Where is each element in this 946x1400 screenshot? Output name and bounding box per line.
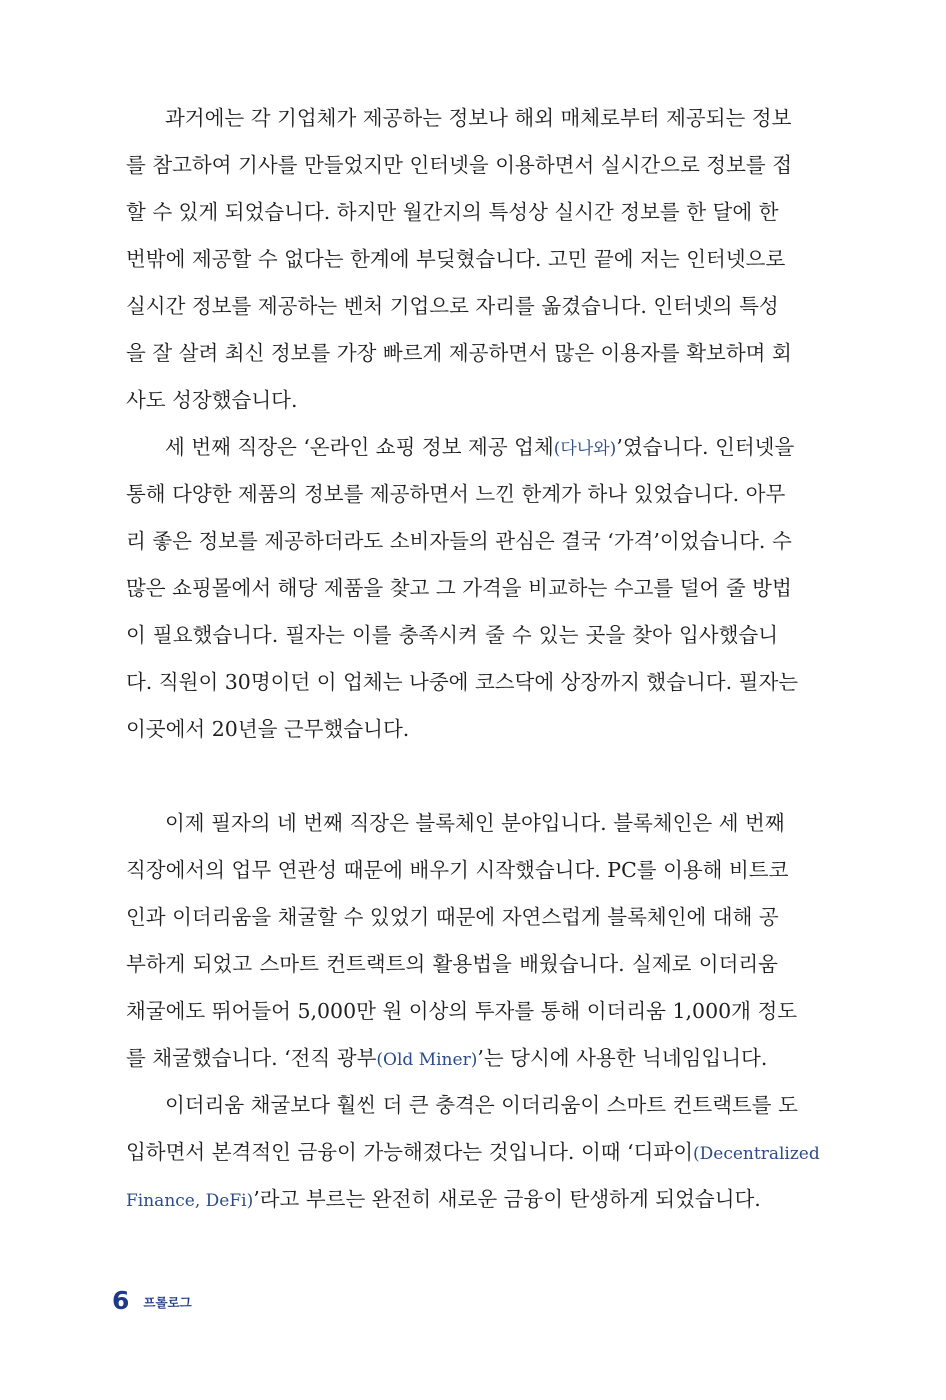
text-line: 을 잘 살려 최신 정보를 가장 빠르게 제공하면서 많은 이용자를 확보하며 회 xyxy=(126,341,792,365)
text-line: 실시간 정보를 제공하는 벤처 기업으로 자리를 옮겼습니다. 인터넷의 특성 xyxy=(126,294,779,318)
annotation: (Decentralized xyxy=(693,1144,820,1164)
annotation: (다나와) xyxy=(553,439,617,459)
text-line: 과거에는 각 기업체가 제공하는 정보나 해외 매체로부터 제공되는 정보 xyxy=(165,106,792,130)
text-line: 이제 필자의 네 번째 직장은 블록체인 분야입니다. 블록체인은 세 번째 xyxy=(165,811,785,835)
text-line: 부하게 되었고 스마트 컨트랙트의 활용법을 배웠습니다. 실제로 이더리움 xyxy=(126,952,778,976)
text-run: 입하면서 본격적인 금융이 가능해졌다는 것입니다. 이때 ‘디파이 xyxy=(126,1140,694,1164)
text-line: 이 필요했습니다. 필자는 이를 충족시켜 줄 수 있는 곳을 찾아 입사했습니 xyxy=(126,623,778,647)
text-line: 이곳에서 20년을 근무했습니다. xyxy=(126,717,410,741)
section-name: 프롤로그 xyxy=(143,1295,192,1310)
annotation: Finance, DeFi) xyxy=(126,1191,254,1211)
text-line: 많은 쇼핑몰에서 해당 제품을 찾고 그 가격을 비교하는 수고를 덜어 줄 방법 xyxy=(126,576,792,600)
text-run: 를 채굴했습니다. ‘전직 광부 xyxy=(126,1046,377,1070)
text-line xyxy=(126,1134,820,1170)
text-run: ’였습니다. 인터넷을 xyxy=(616,435,795,459)
text-line: 리 좋은 정보를 제공하더라도 소비자들의 관심은 결국 ‘가격’이었습니다. 수 xyxy=(126,529,792,553)
text-line: 를 참고하여 기사를 만들었지만 인터넷을 이용하면서 실시간으로 정보를 접 xyxy=(126,153,793,177)
text-line: 다. 직원이 30명이던 이 업체는 나중에 코스닥에 상장까지 했습니다. 필자는 xyxy=(126,670,799,694)
text-run: 세 번째 직장은 ‘온라인 쇼핑 정보 제공 업체 xyxy=(165,435,554,459)
text-line: 사도 성장했습니다. xyxy=(126,388,298,412)
text-line: 인과 이더리움을 채굴할 수 있었기 때문에 자연스럽게 블록체인에 대해 공 xyxy=(126,905,779,929)
text-line xyxy=(126,1181,778,1217)
text-line: 번밖에 제공할 수 없다는 한계에 부딪혔습니다. 고민 끝에 저는 인터넷으로 xyxy=(126,247,786,271)
page-number: 6 xyxy=(112,1285,130,1315)
text-line: 채굴에도 뛰어들어 5,000만 원 이상의 투자를 통해 이더리움 1,000개 정도 xyxy=(126,999,798,1023)
page-footer xyxy=(112,1284,192,1316)
text-line: 이더리움 채굴보다 훨씬 더 큰 충격은 이더리움이 스마트 컨트랙트를 도 xyxy=(165,1093,798,1117)
text-line: 통해 다양한 제품의 정보를 제공하면서 느낀 한계가 하나 있었습니다. 아무 xyxy=(126,482,786,506)
text-line: 직장에서의 업무 연관성 때문에 배우기 시작했습니다. PC를 이용해 비트코 xyxy=(126,858,789,882)
annotation: (Old Miner) xyxy=(376,1050,478,1070)
text-run: ’라고 부르는 완전히 새로운 금융이 탄생하게 되었습니다. xyxy=(253,1187,761,1211)
text-line xyxy=(165,429,795,465)
text-line xyxy=(126,1040,778,1076)
text-run: ’는 당시에 사용한 닉네임입니다. xyxy=(477,1046,768,1070)
text-line: 할 수 있게 되었습니다. 하지만 월간지의 특성상 실시간 정보를 한 달에 한 xyxy=(126,200,779,224)
